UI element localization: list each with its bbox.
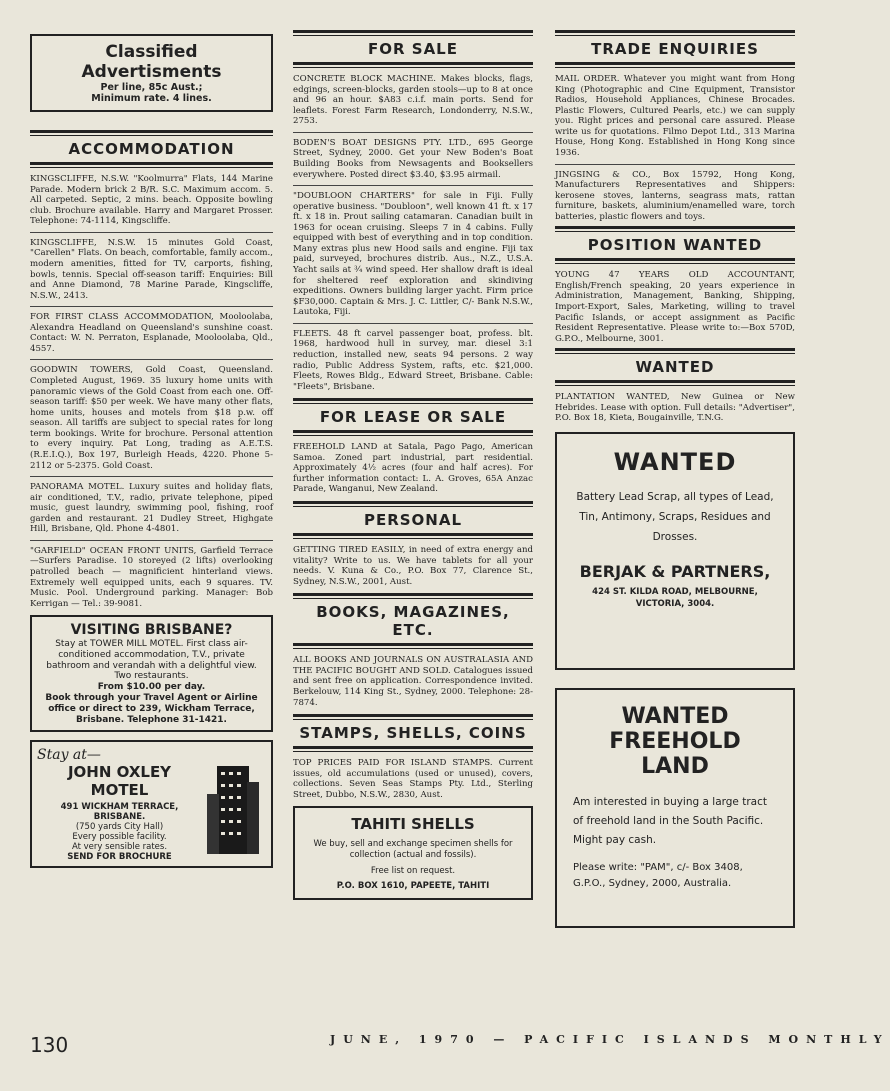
for-lease-ad: FREEHOLD LAND at Satala, Pago Pago, American Samoa. Zoned part industrial, part residential. Approximately 4½ acres (four and half acres). For further information contact: L. A. Groves, 65A Anzac Parade, Wanganui, New Zealand. <box>293 442 533 495</box>
stamps-ad: TOP PRICES PAID FOR ISLAND STAMPS. Current issues, old accumulations (used or unused), covers, collections. Seven Seas Stamps Pty. Ltd., Sterling Street, Dubbo, N.S.W., 2830, Aust. <box>293 758 533 800</box>
for-sale-ad: "DOUBLOON CHARTERS" for sale in Fiji. Fully operative business. "Doubloon", well known 41 ft. x 17 ft. x 18 in. Prout sailing catamaran. Canadian built in 1963 for ocean cruising. Sleeps 7 in 4 cabins. Fully equipped with best of everything and in top condition. Many extras plus new Hood sails and engine. Fiji tax paid, surveyed, brochures distrib. Aus., N.Z., U.S.A. Yacht sails at ¾ wind speed. Her shallow draft is ideal for sheltered reef exploration and skindiving expeditions. Owners building larger yacht. Firm price $F30,000. Captain & Mrs. J. C. Littler, C/- Bank N.S.W., Lautoka, Fiji. <box>293 191 533 318</box>
ad-separator <box>293 132 533 133</box>
freehold-ad-title-1: WANTED <box>621 703 729 729</box>
berjak-ad-title: WANTED <box>613 447 737 476</box>
accommodation-ad: KINGSCLIFFE, N.S.W. "Koolmurra" Flats, 144 Marine Parade. Modern brick 2 B/R. S.C. Maximum accom. 5. All carpeted. Septic, 2 mins. beach. Opposite bowling club. Brochure available. Harry and Margaret Prosser. Telephone: 74-1114, Kingscliffe. <box>30 174 273 227</box>
freehold-ad-body: Am interested in buying a large tract of freehold land in the South Pacific. Might pay cash. <box>573 795 767 846</box>
tahiti-ad-title: TAHITI SHELLS <box>351 815 475 834</box>
trade-ad: JINGSING & CO., Box 15792, Hong Kong, Manufacturers Representatives and Shippers: kerosene stoves, lanterns, seagrass mats, rattan furniture, baskets, aluminium/enamelled ware, torch batteries, plastic flowers and toys. <box>555 169 795 222</box>
freehold-ad-title-2: FREEHOLD LAND <box>609 728 741 779</box>
rule <box>555 62 795 68</box>
rate-line-1: Per line, 85c Aust.; <box>100 82 203 93</box>
rule <box>293 746 533 752</box>
tahiti-ad-free: Free list on request. <box>370 865 456 876</box>
freehold-ad-box <box>555 688 795 928</box>
books-ad: ALL BOOKS AND JOURNALS ON AUSTRALASIA AND THE PACIFIC BOUGHT AND SOLD. Catalogues issued and sent free on application. Correspondence invited. Berkelouw, 114 King St., Sydney, 2000. Telephone: 28-7874. <box>293 655 533 708</box>
ad-separator <box>555 164 795 165</box>
page-footer <box>30 1033 890 1063</box>
oxley-stay: Stay at— <box>37 747 101 764</box>
ad-separator <box>30 476 273 477</box>
section-heading-trade: TRADE ENQUIRIES <box>591 40 759 58</box>
section-heading-for-sale: FOR SALE <box>368 40 458 58</box>
section-heading-books: BOOKS, MAGAZINES, ETC. <box>316 603 510 640</box>
oxley-name-2: MOTEL <box>90 781 149 800</box>
oxley-line-4: SEND FOR BROCHURE <box>67 852 172 863</box>
berjak-ad-body: Battery Lead Scrap, all types of Lead, Tin, Antimony, Scraps, Residues and Drosses. <box>576 490 774 543</box>
section-heading-for-lease: FOR LEASE OR SALE <box>319 408 507 427</box>
column-middle <box>293 30 533 900</box>
ad-separator <box>30 540 273 541</box>
rule <box>555 380 795 386</box>
rule <box>555 258 795 264</box>
wanted-ad: PLANTATION WANTED, New Guinea or New Hebrides. Lease with option. Full details: "Advertiser", P.O. Box 18, Kieta, Bougainville, T.N.G. <box>555 392 795 424</box>
page-number: 130 <box>30 1033 69 1057</box>
berjak-ad-company: BERJAK & PARTNERS, <box>579 561 771 581</box>
accommodation-ad: "GARFIELD" OCEAN FRONT UNITS, Garfield Terrace—Surfers Paradise. 10 storeyed (2 lifts) overlooking patrolled beach — magnificient hinterland views. Extremely well equipped units, each 9 squares. TV. Music. Pool. Underground parking. Manager: Bob Kerrigan — Tel.: 39-9081. <box>30 545 273 609</box>
tahiti-ad-box <box>293 806 533 900</box>
accommodation-ad: FOR FIRST CLASS ACCOMMODATION, Mooloolaba, Alexandra Headland on Queensland's sunshine coast. Contact: W. N. Perraton, Esplanade, Mooloolaba, Qld., 4557. <box>30 312 273 354</box>
accommodation-list <box>30 174 273 609</box>
berjak-ad-box <box>555 432 795 670</box>
section-heading-position: POSITION WANTED <box>587 236 763 255</box>
position-list <box>555 270 795 344</box>
motel-building-illustration <box>203 764 263 856</box>
trade-ad: MAIL ORDER. Whatever you might want from Hong King (Photographic and Cine Equipment, Transistor Radios, Household Appliances, Chinese Brocades. Plastic Flowers, Cultured Pearls, etc.) we can supply you. Right prices and personal care assured. Please write us for quotations. Filmo Depot Ltd., 313 Marina House, Hong Kong. Established in Hong Kong since 1936. <box>555 74 795 158</box>
wanted-list <box>555 392 795 424</box>
classified-header-box <box>30 34 273 112</box>
accommodation-ad: KINGSCLIFFE, N.S.W. 15 minutes Gold Coast, "Carellen" Flats. On beach, comfortable, family accom., modern amenities, fitted for TV, carports, fishing, bowls, tennis. Special off-season tariff: Enquiries: Bill and Anne Diamond, 78 Marine Parade, Kingscliffe, N.S.W., 2413. <box>30 237 273 301</box>
rule <box>293 533 533 539</box>
oxley-address-1: 491 WICKHAM TERRACE, <box>60 802 179 813</box>
personal-list <box>293 545 533 587</box>
rule <box>293 643 533 649</box>
brisbane-ad-booking: Book through your Travel Agent or Airline office or direct to 239, Wickham Terrace, Brisbane. Telephone 31-1421. <box>45 693 258 725</box>
oxley-line-2: Every possible facility. <box>72 832 167 843</box>
oxley-name-1: JOHN OXLEY <box>67 763 172 782</box>
oxley-line-3: At very sensible rates. <box>71 842 168 853</box>
brisbane-ad-title: VISITING BRISBANE? <box>70 622 233 639</box>
for-sale-ad: CONCRETE BLOCK MACHINE. Makes blocks, flags, edgings, screen-blocks, garden stools—up to 8 at once and 96 an hour. $A83 c.i.f. main ports. Send for leaflets. Forest Farm Research, Londonderry, N.S.W., 2753. <box>293 74 533 127</box>
for-sale-ad: BODEN'S BOAT DESIGNS PTY. LTD., 695 George Street, Sydney, 2000. Get your New Boden's Boat Building Books from Newsagents and Booksellers everywhere. Posted direct $3.40, $3.95 airmail. <box>293 137 533 180</box>
for-sale-ad: FLEETS. 48 ft carvel passenger boat, profess. blt. 1968, hardwood hull in survey, mar. diesel 3:1 reduction, installed new, seats 94 persons. 2 way radio, Public Address System, rafts, etc. $21,000. Fleets, Rowes Bldg., Edward Street, Brisbane. Cable: "Fleets", Brisbane. <box>293 328 533 392</box>
brisbane-ad-box <box>30 615 273 732</box>
books-list <box>293 655 533 708</box>
brisbane-ad-line: Stay at TOWER MILL MOTEL. First class air-conditioned accommodation, T.V., private bathroom and verandah with a delightful view. Two restaurants. <box>46 639 257 682</box>
section-heading-personal: PERSONAL <box>363 511 463 529</box>
position-ad: YOUNG 47 YEARS OLD ACCOUNTANT, English/French speaking, 20 years experience in Administration, Management, Banking, Shipping, Import-Export, Sales, Marketing, willing to travel Pacific Islands, or accept assignment as Pacific Resident Representative. Please write to:—Box 570D, G.P.O., Melbourne, 3001. <box>555 270 795 344</box>
column-right <box>555 30 795 928</box>
for-sale-list <box>293 74 533 392</box>
accommodation-ad: PANORAMA MOTEL. Luxury suites and holiday flats, air conditioned, T.V., radio, private telephone, piped music, guest laundry, swimming pool, fishing, roof garden and restaurant. 21 Dudley Street, Highgate Hill, Brisbane, Qld. Phone 4-4801. <box>30 482 273 535</box>
rule <box>293 430 533 436</box>
rule <box>30 162 273 168</box>
personal-ad: GETTING TIRED EASILY, in need of extra energy and vitality? Write to us. We have tablets for all your needs. V. Kuna & Co., P.O. Box 77, Clarence St., Sydney, N.S.W., 2001, Aust. <box>293 545 533 587</box>
tahiti-ad-body: We buy, sell and exchange specimen shells for collection (actual and fossils). <box>313 838 513 861</box>
footer-text: JUNE, 1970 — PACIFIC ISLANDS MONTHLY <box>330 1033 890 1046</box>
ad-separator <box>293 323 533 324</box>
rule <box>293 62 533 68</box>
section-heading-accommodation: ACCOMMODATION <box>68 140 235 158</box>
oxley-line-1: (750 yards City Hall) <box>75 822 164 833</box>
for-lease-list <box>293 442 533 495</box>
stamps-list <box>293 758 533 800</box>
ad-separator <box>30 359 273 360</box>
freehold-ad-write: Please write: "PAM", c/- Box 3408, G.P.O., Sydney, 2000, Australia. <box>573 861 743 889</box>
ad-separator <box>30 306 273 307</box>
section-heading-wanted: WANTED <box>635 358 715 377</box>
classified-title: Classified Advertisments <box>81 42 222 82</box>
ad-separator <box>293 185 533 186</box>
tahiti-ad-address: P.O. BOX 1610, PAPEETE, TAHITI <box>336 880 490 891</box>
section-heading-stamps: STAMPS, SHELLS, COINS <box>299 724 527 743</box>
oxley-address-2: BRISBANE. <box>93 812 146 823</box>
accommodation-ad: GOODWIN TOWERS, Gold Coast, Queensland. Completed August, 1969. 35 luxury home units with panoramic views of the Gold Coast from each one. Off-season tariff: $50 per week. We have many other flats, home units, houses and motels from $18 p.w. off season. All tariffs are subject to special rates for long term bookings. Write for brochure. Personal attention to every inquiry. Pat Long, trading as A.E.T.S. (R.E.I.Q.), Box 197, Burleigh Heads, 4220. Phone 5-2112 or 5-2375. Gold Coast. <box>30 365 273 471</box>
trade-list <box>555 74 795 222</box>
column-left <box>30 30 273 868</box>
berjak-ad-address-1: 424 ST. KILDA ROAD, MELBOURNE, <box>592 586 758 597</box>
berjak-ad-address-2: VICTORIA, 3004. <box>635 598 715 609</box>
ad-separator <box>30 232 273 233</box>
rate-line-2: Minimum rate. 4 lines. <box>91 93 212 104</box>
brisbane-ad-price: From $10.00 per day. <box>97 682 206 693</box>
oxley-ad-box <box>30 740 273 868</box>
